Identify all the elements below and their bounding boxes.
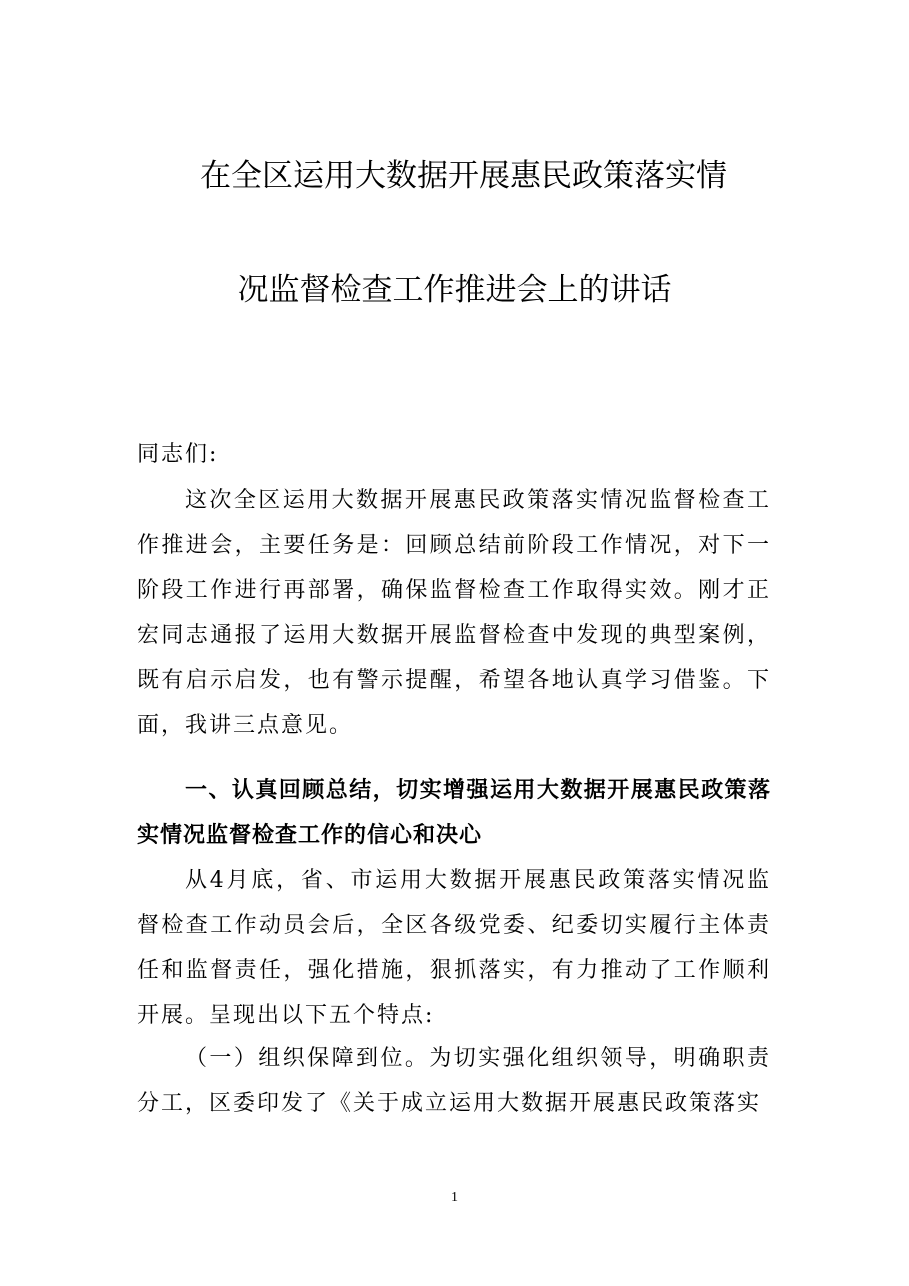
section-heading-1: 一、认真回顾总结，切实增强运用大数据开展惠民政策落实情况监督检查工作的信心和决心	[137, 778, 771, 848]
document-title-line-2: 况监督检查工作推进会上的讲话	[237, 272, 672, 308]
paragraph-section-1: 从4月底，省、市运用大数据开展惠民政策落实情况监督检查工作动员会后，全区各级党委、纪委切实履行主体责任和监督责任，强化措施，狠抓落实，有力推动了工作顺利开展。呈现出以下五个特点:	[137, 868, 771, 1028]
paragraph-point-1: （一）组织保障到位。为切实强化组织领导，明确职责分工，区委印发了《关于成立运用大数据开展惠民政策落实	[137, 1046, 771, 1116]
document-title-line-1: 在全区运用大数据开展惠民政策落实情	[200, 158, 727, 194]
page-number: 1	[451, 1190, 458, 1205]
paragraph-intro: 这次全区运用大数据开展惠民政策落实情况监督检查工作推进会，主要任务是：回顾总结前阶段工作情况，对下一阶段工作进行再部署，确保监督检查工作取得实效。刚才正宏同志通报了运用大数据开展监督检查中发现的典型案例，既有启示启发，也有警示提醒，希望各地认真学习借鉴。下面，我讲三点意见。	[137, 488, 771, 738]
salutation: 同志们:	[137, 442, 219, 467]
